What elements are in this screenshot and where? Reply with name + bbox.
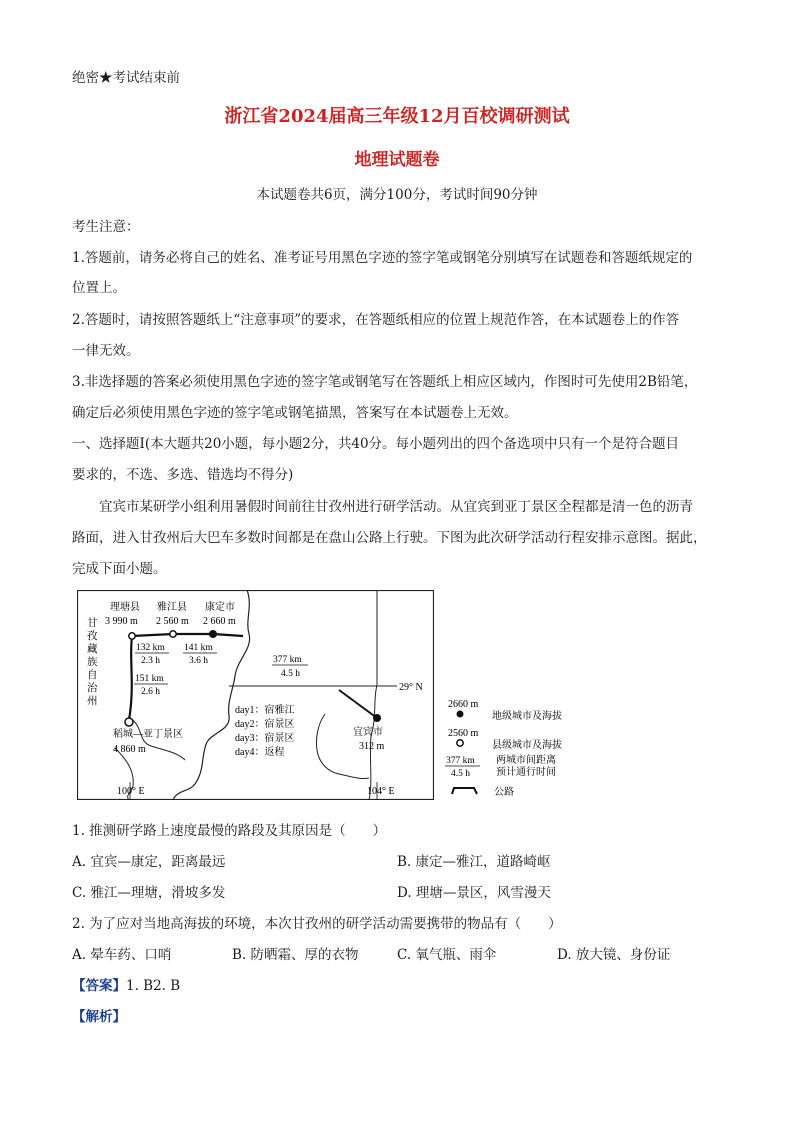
section-heading-line-2: 要求的，不选、多选、错选均不得分) <box>72 467 294 483</box>
q1-option-c[interactable]: C. 雅江—理塘，滑坡多发 <box>72 885 226 901</box>
seg3-time: 2.6 h <box>141 687 160 697</box>
q2-stem: 2. 为了应对当地高海拔的环境，本次甘孜州的研学活动需要携带的物品有（ ） <box>72 916 562 932</box>
yibin-label: 宜宾市 <box>353 727 383 738</box>
svg-text:孜: 孜 <box>87 631 98 642</box>
yajiang-marker <box>170 631 176 637</box>
seg2-time: 3.6 h <box>189 656 208 666</box>
passage-line-1: 宜宾市某研学小组利用暑假时间前往甘孜州进行研学活动。从宜宾到亚丁景区全程都是清一色的沥青 <box>99 499 693 515</box>
svg-text:甘: 甘 <box>87 618 98 629</box>
svg-text:治: 治 <box>87 683 98 694</box>
svg-text:族: 族 <box>87 657 98 668</box>
litang-alt: 3 990 m <box>105 616 138 627</box>
q2-option-b[interactable]: B. 防晒霜、厚的衣物 <box>232 947 359 963</box>
legend-distance-text: 两城市间距离 <box>496 755 556 766</box>
seg1-distance: 132 km <box>136 643 165 653</box>
daocheng-alt: 4 860 m <box>113 744 146 755</box>
answer-label: 【答案】 <box>72 978 126 994</box>
yajiang-label: 雅江县 <box>157 602 187 613</box>
answer-line <box>72 974 180 994</box>
legend-time-text: 预计通行时间 <box>496 767 556 778</box>
kangding-marker <box>209 630 217 638</box>
svg-text:藏: 藏 <box>87 644 98 655</box>
kangding-label: 康定市 <box>205 602 235 613</box>
yibin-marker <box>373 714 381 722</box>
q2-option-c[interactable]: C. 氧气瓶、雨伞 <box>397 947 497 963</box>
itinerary-day3: day3：宿景区 <box>235 733 295 744</box>
q2-option-d[interactable]: D. 放大镜、身份证 <box>557 947 671 963</box>
daocheng-marker <box>125 718 133 726</box>
legend-county-value: 2560 m <box>448 728 479 739</box>
exam-subtitle: 地理试题卷 <box>354 150 440 170</box>
analysis-line <box>72 1005 126 1025</box>
passage-line-3: 完成下面小题。 <box>72 561 167 577</box>
latitude-label: 29° N <box>399 682 423 693</box>
itinerary-day1: day1：宿雅江 <box>235 705 295 716</box>
yibin-alt: 312 m <box>359 741 385 752</box>
seg3-distance: 151 km <box>135 674 164 684</box>
seg2-distance: 141 km <box>184 643 213 653</box>
svg-text:州: 州 <box>87 696 98 707</box>
kangding-alt: 2 660 m <box>203 616 236 627</box>
passage-line-2: 路面，进入甘孜州后大巴车多数时间都是在盘山公路上行驶。下图为此次研学活动行程安排示意图。据此， <box>72 530 707 546</box>
note-3-line-1: 3.非选择题的答案必须使用黑色字迹的签字笔或钢笔写在答题纸上相应区域内，作图时可先使用2B铅笔， <box>72 374 698 390</box>
legend-prefecture-value: 2660 m <box>448 699 479 710</box>
q2-option-a[interactable]: A. 晕车药、口哨 <box>72 947 172 963</box>
answer-text: 1. B2. B <box>126 978 181 994</box>
daocheng-label: 稻城—亚丁景区 <box>113 729 183 740</box>
exam-title: 浙江省2024届高三年级12月百校调研测试 <box>224 106 570 127</box>
map-legend <box>440 695 600 800</box>
longitude-104-label: 104° E <box>367 786 395 797</box>
q1-option-d[interactable]: D. 理塘—景区，风雪漫天 <box>397 885 551 901</box>
svg-text:自: 自 <box>87 670 98 681</box>
seg4-distance: 377 km <box>273 655 302 665</box>
itinerary-day2: day2：宿景区 <box>235 719 295 730</box>
note-2-line-2: 一律无效。 <box>72 343 140 359</box>
legend-prefecture-text: 地级城市及海拔 <box>492 711 562 722</box>
exam-info: 本试题卷共6页，满分100分，考试时间90分钟 <box>256 187 538 203</box>
section-heading-line-1: 一、选择题Ⅰ(本大题共20小题，每小题2分，共40分。每小题列出的四个备选项中只有一个是符合题目 <box>72 436 680 452</box>
note-1-line-1: 1.答题前，请务必将自己的姓名、准考证号用黑色字迹的签字笔或钢笔分别填写在试题卷和答题纸规定的 <box>72 250 693 266</box>
seg1-time: 2.3 h <box>141 656 160 666</box>
longitude-100-label: 100° E <box>117 786 145 797</box>
seg4-time: 4.5 h <box>281 669 300 679</box>
litang-label: 理塘县 <box>110 602 140 613</box>
q1-option-b[interactable]: B. 康定—雅江，道路崎岖 <box>397 854 551 870</box>
legend-distance: 377 km <box>446 756 475 766</box>
note-3-line-2: 确定后必须使用黑色字迹的签字笔或钢笔描黑，答案写在本试题卷上无效。 <box>72 405 518 421</box>
legend-road-text: 公路 <box>494 787 514 798</box>
legend-time: 4.5 h <box>451 769 470 779</box>
itinerary-map <box>77 590 434 800</box>
q1-stem: 1. 推测研学路上速度最慢的路段及其原因是（ ） <box>72 823 387 839</box>
confidential-mark: 绝密★考试结束前 <box>72 70 180 86</box>
analysis-label: 【解析】 <box>72 1009 126 1025</box>
itinerary-day4: day4：返程 <box>235 747 285 758</box>
litang-marker <box>129 633 135 639</box>
note-2-line-1: 2.答题时，请按照答题纸上“注意事项”的要求，在答题纸相应的位置上规范作答，在本试题卷上的作答 <box>72 312 680 328</box>
yajiang-alt: 2 560 m <box>156 616 189 627</box>
legend-county-text: 县级城市及海拔 <box>492 740 562 751</box>
q1-option-a[interactable]: A. 宜宾—康定，距离最远 <box>72 854 226 870</box>
notes-heading: 考生注意： <box>72 219 140 235</box>
note-1-line-2: 位置上。 <box>72 280 126 296</box>
